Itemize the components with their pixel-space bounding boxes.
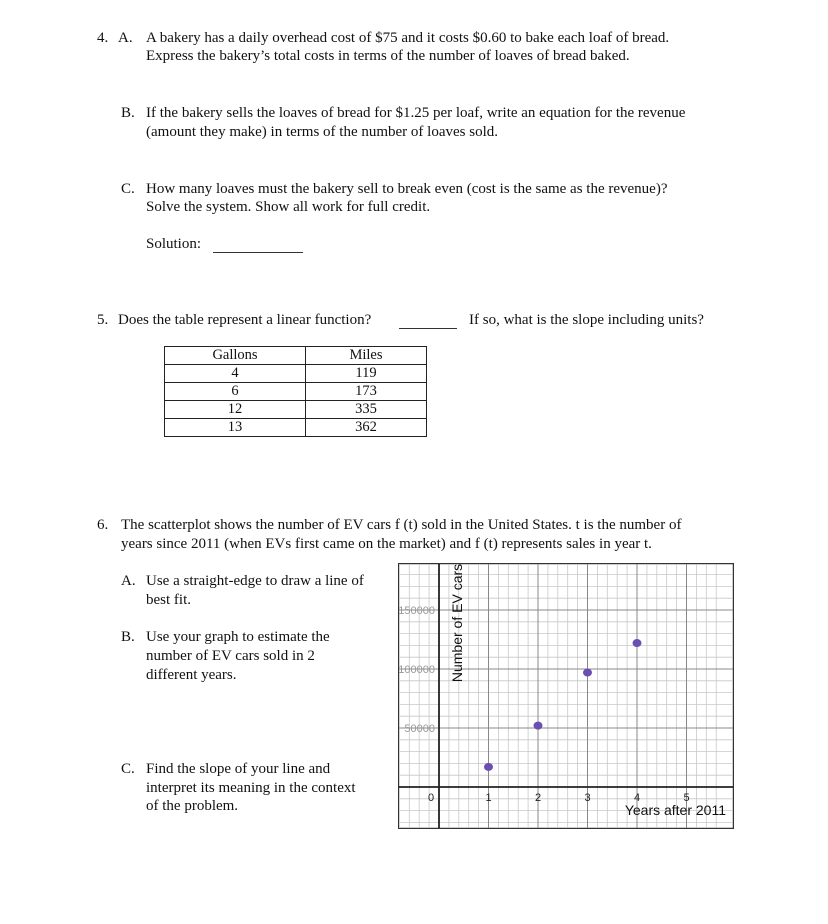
x-tick-label: 3 — [584, 792, 591, 804]
q6-part-c-line1: Find the slope of your line and — [146, 761, 331, 777]
y-tick-label: 150000 — [398, 605, 435, 617]
q6-part-c-line2: interpret its meaning in the context — [146, 780, 356, 796]
x-tick-label: 5 — [683, 792, 690, 804]
x-tick-label: 1 — [485, 792, 492, 804]
q6-text-line1: The scatterplot shows the number of EV cars f (t) sold in the United States. t is the number of — [121, 517, 682, 533]
table-cell-miles: 173 — [306, 383, 427, 401]
table-cell-miles: 362 — [306, 419, 427, 437]
y-tick-label: 50000 — [404, 723, 435, 735]
q6-part-b-line2: number of EV cars sold in 2 — [146, 648, 315, 664]
q4-part-c-label: C. — [121, 181, 135, 197]
q6-part-a-line1: Use a straight-edge to draw a line of — [146, 573, 364, 589]
q6-part-c-label: C. — [121, 761, 135, 777]
data-point — [583, 669, 592, 677]
x-tick-label: 0 — [427, 792, 435, 804]
q6-part-b-line1: Use your graph to estimate the — [146, 629, 330, 645]
table-row — [165, 419, 427, 437]
table-cell-gallons: 4 — [165, 365, 306, 383]
table-row — [165, 401, 427, 419]
q4-part-b-text-line1: If the bakery sells the loaves of bread for $1.25 per loaf, write an equation for the revenue — [146, 105, 686, 121]
q4-part-b-label: B. — [121, 105, 135, 121]
q5-question: Does the table represent a linear function? — [118, 312, 372, 328]
table-cell-miles: 335 — [306, 401, 427, 419]
table-cell-miles: 119 — [306, 365, 427, 383]
q4-part-a-label: A. — [118, 30, 133, 46]
x-tick-label: 2 — [534, 792, 542, 804]
q6-part-c-line3: of the problem. — [146, 798, 239, 814]
data-point — [484, 763, 493, 771]
q5-linear-answer-blank[interactable] — [399, 316, 457, 329]
q6-part-b-label: B. — [121, 629, 135, 645]
q6-number: 6. — [97, 517, 109, 533]
table-row — [165, 383, 427, 401]
table-header-miles: Miles — [306, 347, 427, 365]
x-tick-label: 4 — [633, 792, 641, 804]
q4-part-c-text-line2: Solve the system. Show all work for full credit. — [146, 199, 431, 215]
y-axis-title: Number of EV cars — [449, 563, 465, 683]
table-cell-gallons: 13 — [165, 419, 306, 437]
data-point — [534, 722, 543, 730]
q6-text-line2: years since 2011 (when EVs first came on the market) and f (t) represents sales in year t. — [121, 536, 652, 552]
q5-number: 5. — [97, 312, 109, 328]
y-tick-label: 100000 — [398, 664, 435, 676]
q6-part-b-line3: different years. — [146, 667, 237, 683]
table-cell-gallons: 12 — [165, 401, 306, 419]
x-axis-title: Years after 2011 — [624, 802, 726, 818]
table-header-row — [165, 347, 427, 365]
q6-part-a-label: A. — [121, 573, 136, 589]
q4-solution-blank[interactable] — [213, 240, 303, 253]
table-cell-gallons: 6 — [165, 383, 306, 401]
table-header-gallons: Gallons — [165, 347, 306, 365]
ev-sales-scatterplot — [398, 563, 734, 829]
table-row — [165, 365, 427, 383]
q5-followup: If so, what is the slope including units? — [469, 312, 704, 328]
q6-part-a-line2: best fit. — [146, 592, 191, 608]
gallons-miles-table — [164, 346, 427, 437]
q4-part-b-text-line2: (amount they make) in terms of the number of loaves sold. — [146, 124, 498, 140]
q4-solution-label: Solution: — [146, 236, 202, 252]
q4-number: 4. — [97, 30, 109, 46]
q4-part-a-text-line1: A bakery has a daily overhead cost of $75 and it costs $0.60 to bake each loaf of bread. — [146, 30, 670, 46]
data-point — [633, 639, 642, 647]
q4-part-a-text-line2: Express the bakery’s total costs in terms of the number of loaves of bread baked. — [146, 48, 630, 64]
q4-part-c-text-line1: How many loaves must the bakery sell to break even (cost is the same as the revenue)? — [146, 181, 668, 197]
